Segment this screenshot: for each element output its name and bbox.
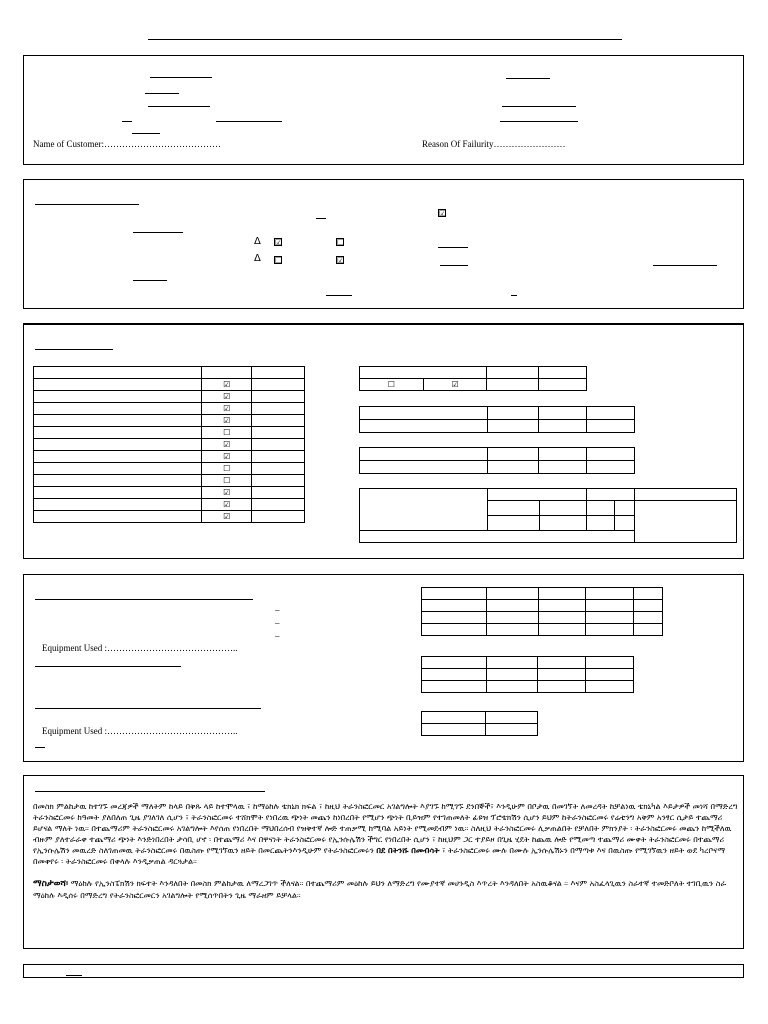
- test-table-1: [421, 587, 663, 636]
- field-line: [35, 747, 45, 748]
- check-box[interactable]: ☑: [275, 238, 283, 247]
- field-line: [506, 78, 550, 79]
- equipment-used-label-1: Equipment Used :……………………………………..: [42, 643, 238, 653]
- table-row: [360, 489, 737, 501]
- check-box[interactable]: ☐: [223, 464, 231, 473]
- inspection-section: [23, 179, 744, 309]
- table-row: [422, 624, 663, 636]
- table-row: [360, 379, 587, 391]
- remarks-text: [33, 801, 738, 901]
- table-row: [34, 487, 305, 499]
- field-line: [653, 265, 717, 266]
- test-table-2: [421, 656, 634, 693]
- connection-table: [359, 366, 587, 391]
- check-box[interactable]: ☐: [337, 238, 345, 247]
- check-box[interactable]: ☑: [223, 404, 231, 413]
- checklist-table: [33, 366, 305, 523]
- test-table-3: [421, 711, 538, 736]
- table-row: [360, 420, 635, 433]
- field-line: [122, 121, 132, 122]
- field-line: [511, 295, 517, 296]
- field-line: [316, 218, 326, 219]
- field-line: [502, 106, 576, 107]
- table-row: [360, 367, 587, 379]
- table-row: [34, 379, 305, 391]
- check-box[interactable]: ☑: [223, 380, 231, 389]
- table-row: [34, 415, 305, 427]
- field-line: [150, 77, 212, 78]
- title-line: [148, 39, 622, 40]
- table-row: [422, 681, 634, 693]
- table-row: [34, 439, 305, 451]
- field-line: [326, 295, 352, 296]
- table-row: [34, 403, 305, 415]
- check-box[interactable]: ☑: [223, 512, 231, 521]
- table-row: [34, 463, 305, 475]
- delta-icon: Δ: [254, 253, 261, 264]
- dash: –: [275, 631, 280, 641]
- check-box[interactable]: ☐: [387, 380, 395, 389]
- check-box[interactable]: ☑: [223, 500, 231, 509]
- field-line: [145, 93, 179, 94]
- section-heading-line: [35, 708, 261, 709]
- field-line: [148, 106, 210, 107]
- table-row: [34, 499, 305, 511]
- section-heading-line: [35, 204, 139, 205]
- equipment-used-label-2: Equipment Used :……………………………………..: [42, 726, 238, 736]
- table-row: [34, 451, 305, 463]
- customer-name-label: Name of Customer:…………………………………: [33, 139, 221, 149]
- check-box[interactable]: ☐: [275, 256, 283, 265]
- table-row: [34, 475, 305, 487]
- check-box[interactable]: ☑: [223, 452, 231, 461]
- table-row: [360, 407, 635, 420]
- check-box[interactable]: ☐: [223, 476, 231, 485]
- check-box[interactable]: ☐: [223, 428, 231, 437]
- signature-section: [23, 964, 744, 978]
- table-row: [360, 461, 635, 474]
- table-row: [422, 657, 634, 669]
- table-row: [34, 427, 305, 439]
- check-box[interactable]: ☑: [223, 440, 231, 449]
- measurement-table-1: [359, 406, 635, 433]
- table-row: [360, 448, 635, 461]
- field-line: [500, 121, 578, 122]
- table-row: [422, 600, 663, 612]
- field-line: [35, 666, 181, 667]
- table-row: [422, 712, 538, 724]
- measurement-table-3: [359, 488, 737, 543]
- table-row: [34, 367, 305, 379]
- table-row: [422, 612, 663, 624]
- check-box[interactable]: ☑: [223, 392, 231, 401]
- table-row: [422, 669, 634, 681]
- dash: –: [275, 605, 280, 615]
- field-line: [133, 232, 183, 233]
- field-line: [216, 121, 282, 122]
- field-line: [132, 133, 160, 134]
- check-box[interactable]: ☑: [223, 416, 231, 425]
- field-line: [440, 265, 468, 266]
- section-heading-line: [35, 791, 265, 792]
- table-row: [34, 391, 305, 403]
- remarks-paragraph: በመስክ ምልከታዉ ከተገኙ መረጃዎች ማለትም ከላይ በቅጹ ላይ ከተሞላዉ ፣ ከማዕከሉ ቴክኒክ ክፍል ፣ ከዚህ ትራንስፎርመር አገልግሎት እያገኙ ከሚገኙ ደንበኞች፣ እንዲሁም በቦታዉ በመገኘት ለመረዳት ከቻልነዉ ቴክኒካል እይታዎች መነሻ በማድረግ ትራንስፎርመሩ ከዓመት ያለበለጠ ጊዜ ያገለገለ ሲሆን ፣ ትራንስፎርመሩ ተሸክሞት የነበረዉ ጭነት መጨን ከነበረበት የሚሆን ጭነት ቢይዝም የተገጠመለት ፊዩዝ ፕሮቴክሽን ሲሆን ይህም ከትራንስፎርመሩ የሬቲንግ አቅም አንፃር ሲታይ ተጨማሪ ይሆናል ማለት ነዉ። በተጨማሪም ትራንስፎርመሩ አገልግሎት እየሰጠ የነበረበት ማህበረሰብ የዝቅተኛ ሎድ ተጠቃሚ ከሚባል አይነት የሚመደብም ነዉ። ስለዚህ ትራንስፎርመሩ ሊቃጠልበት የቻለበት ምክንያት ፡ ትራንስፎርመሩ መጨን ከሚችለዉ ብዙም ያለተራራቀ ተጨማሪ ጭነት እንድነበረበት ታሳቢ ሆኖ ፡ በተጨማሪ እና በዋናነት ትራንስፎርመሩ የኢንሱሌሽን ችግር የነበረበት ሲሆን ፣ ከዚህም ጋር ተያይዞ በጊዜ ሂደት ከጨዉ ሎድ የሚመጣ ተጨማሪ ሙቀት ትራንስፎርመሩ በተጨማሪ የኢንሱሌሽን መዉረድ ስለገጠመዉ ትራንስፎርመሩ በዉስጡ የሚገኘዉን ዘይት በመርጨትንእንዲሁም የትራንስፎርመሩን በደ በትንሹ በመብሳት ፣ ትራንስፎርመሩ ሙሉ በሙሉ ኢንሱሌሽኑን በማጣቱ እና በዉስጡ የሚገኘዉን ዘይት ወደ ካረቦናማ በመቀየሩ ፡ ትራንስፎርመሩ በቀላሉ እንዲቃጠል ዳርጓታል።: [33, 802, 738, 866]
- failure-reason-label: Reason Of Failurity……………………: [422, 139, 566, 149]
- dash: –: [275, 618, 280, 628]
- check-box[interactable]: ☑: [337, 256, 345, 265]
- check-box[interactable]: ☑: [451, 380, 459, 389]
- remarks-note: ማስታወሻ፡ ማዕከሉ የኢንስፔክሽን ክፍተት እንዳለበት በመስክ ምልከታዉ ለማረጋገጥ ችለናል። በተጨማሪም መዕከሉ ይህን ለማድረግ የሙያተኛ መሀንዲስ እጥረት እንዳለበት አስዉቆናል ። እናም አስፈላጊዉን ስራተኛ ተመድቦለት ተገቢዉን ስራ ማዕከሉ እዲሰሩ በማድረግ የትራንስፎርመርን አገልግሎት የሚሰጥበትን ጊዜ ማራዘም ይቻላል።: [33, 879, 727, 900]
- delta-icon: Δ: [254, 236, 261, 247]
- field-line: [133, 280, 167, 281]
- field-line: [66, 975, 82, 976]
- table-row: [422, 588, 663, 600]
- measurement-table-2: [359, 447, 635, 474]
- check-box[interactable]: ☑: [439, 209, 447, 218]
- check-box[interactable]: ☑: [223, 488, 231, 497]
- section-heading-line: [35, 599, 253, 600]
- table-row: [34, 511, 305, 523]
- table-row: [422, 724, 538, 736]
- field-line: [438, 247, 468, 248]
- section-heading-line: [35, 349, 113, 350]
